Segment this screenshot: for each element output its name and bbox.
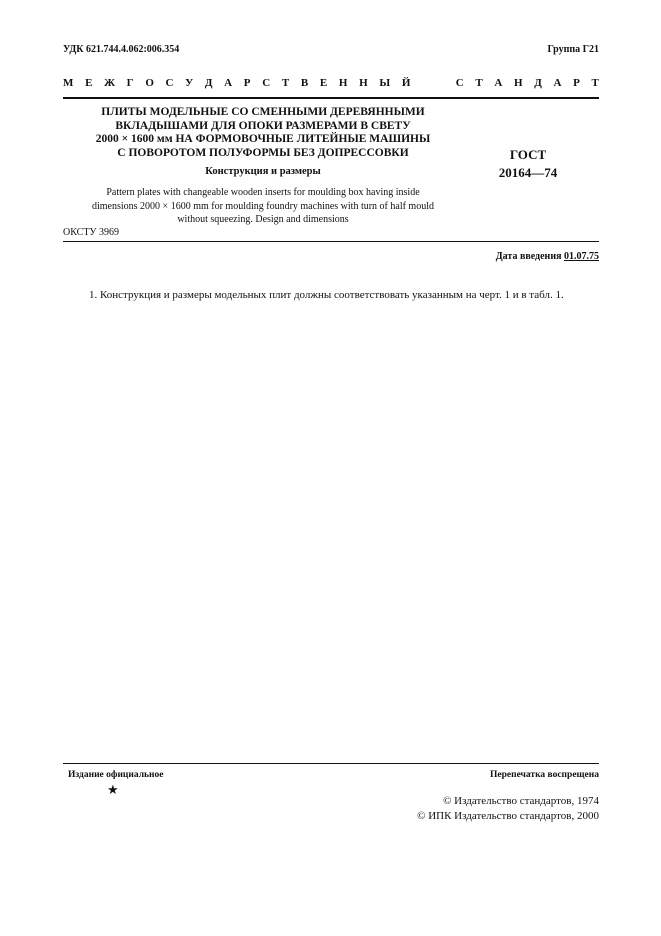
star-icon: ★ — [107, 782, 119, 797]
footer-rule — [63, 763, 599, 764]
heading-letter: О — [145, 77, 154, 89]
english-title-line: without squeezing. Design and dimensions — [177, 214, 349, 225]
gost-designation — [480, 146, 576, 182]
heading-letter: А — [494, 77, 503, 89]
group-code: Группа Г21 — [547, 44, 599, 55]
heading-letter: Р — [573, 77, 580, 89]
official-edition-label: Издание официальное — [68, 770, 164, 780]
date-label: Дата введения — [495, 251, 562, 262]
heading-letter: С — [455, 77, 464, 89]
date-value: 01.07.75 — [564, 251, 599, 262]
heading-letter: Г — [126, 77, 134, 89]
heading-letter: Е — [319, 77, 328, 89]
heading-letter: С — [165, 77, 174, 89]
english-title — [63, 186, 463, 227]
top-rule — [63, 97, 599, 99]
title-line: ПЛИТЫ МОДЕЛЬНЫЕ СО СМЕННЫМИ ДЕРЕВЯННЫМИ — [101, 106, 425, 118]
heading-letter: Й — [401, 77, 411, 89]
reprint-notice: Перепечатка воспрещена — [489, 770, 599, 780]
copyright-line: © Издательство стандартов, 1974 — [443, 795, 599, 807]
heading-letter: Д — [534, 77, 542, 89]
word-gap — [422, 77, 444, 89]
document-title — [63, 106, 463, 160]
gost-number: 20164—74 — [498, 165, 558, 180]
document-subtitle: Конструкция и размеры — [205, 166, 321, 177]
oksty-code: ОКСТУ 3969 — [63, 227, 120, 238]
heading-letter: Н — [359, 77, 368, 89]
heading-letter: Н — [338, 77, 348, 89]
heading-letter: М — [63, 77, 74, 89]
heading-letter: В — [300, 77, 309, 89]
heading-letter: С — [262, 77, 271, 89]
heading-letter: Д — [204, 77, 213, 89]
heading-letter: Р — [243, 77, 251, 89]
heading-letter: Т — [475, 77, 483, 89]
title-line: 2000 × 1600 мм НА ФОРМОВОЧНЫЕ ЛИТЕЙНЫЕ МАШИНЫ — [95, 133, 431, 145]
heading-letter: Т — [281, 77, 290, 89]
copyright-line: © ИПК Издательство стандартов, 2000 — [417, 810, 599, 822]
heading-letter: Н — [514, 77, 523, 89]
gost-label: ГОСТ — [509, 147, 547, 162]
heading-letter: У — [185, 77, 194, 89]
header-rule — [63, 241, 599, 242]
body-paragraph: 1. Конструкция и размеры модельных плит должны соответствовать указанным на черт. 1 и в табл. 1. — [89, 289, 564, 301]
heading-letter: Ж — [104, 77, 115, 89]
heading-letter: А — [553, 77, 562, 89]
standard-heading — [63, 77, 599, 89]
heading-letter: А — [224, 77, 233, 89]
heading-letter: Ы — [379, 77, 391, 89]
title-line: С ПОВОРОТОМ ПОЛУФОРМЫ БЕЗ ДОПРЕССОВКИ — [117, 146, 409, 159]
udk-code: УДК 621.744.4.062:006.354 — [63, 44, 180, 55]
heading-letter: Е — [85, 77, 93, 89]
english-title-line: Pattern plates with changeable wooden inserts for moulding box having inside — [106, 187, 420, 198]
english-title-line: dimensions 2000 × 1600 mm for moulding foundry machines with turn of half mould — [92, 200, 434, 212]
copyright-block — [417, 794, 599, 824]
heading-letter: Т — [591, 77, 599, 89]
title-line: ВКЛАДЫШАМИ ДЛЯ ОПОКИ РАЗМЕРАМИ В СВЕТУ — [115, 119, 411, 132]
introduction-date — [496, 251, 599, 262]
